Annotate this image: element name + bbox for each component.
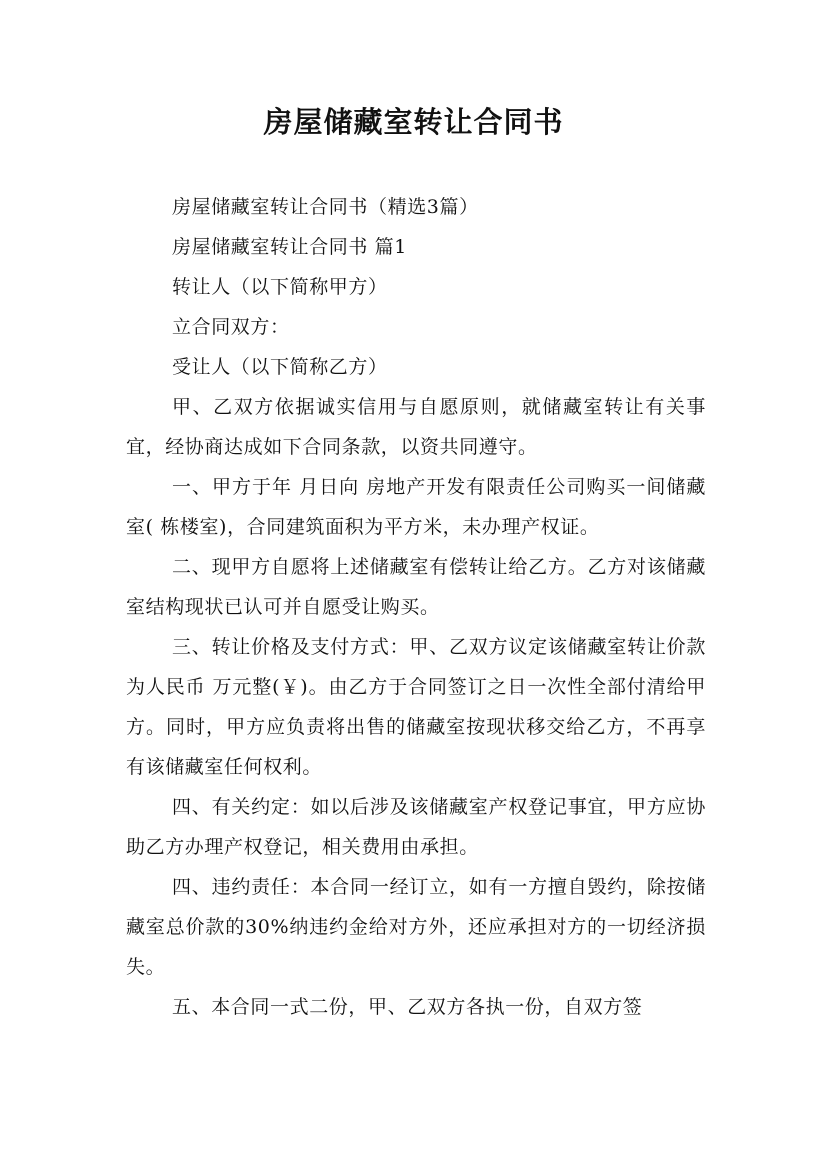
document-title: 房屋储藏室转让合同书 <box>263 105 564 139</box>
clause-1: 一、甲方于年 月日向 房地产开发有限责任公司购买一间储藏室( 栋楼室)，合同建筑面积为平方米，未办理产权证。 <box>126 476 706 538</box>
clause-2: 二、现甲方自愿将上述储藏室有偿转让给乙方。乙方对该储藏室结构现状已认可并自愿受让购买。 <box>126 556 706 618</box>
paragraph-preamble: 甲、乙双方依据诚实信用与自愿原则，就储藏室转让有关事宜，经协商达成如下合同条款，以资共同遵守。 <box>126 396 706 458</box>
paragraph-parties: 立合同双方： <box>172 316 290 338</box>
paragraph-transferor: 转让人（以下简称甲方） <box>172 276 388 298</box>
clause-3: 三、转让价格及支付方式：甲、乙双方议定该储藏室转让价款为人民币 万元整(￥)。由乙方于合同签订之日一次性全部付清给甲方。同时，甲方应负责将出售的储藏室按现状移交给乙方，不再享有该储藏室任何权利。 <box>126 636 706 778</box>
paragraph-heading-part-1: 房屋储藏室转让合同书 篇1 <box>172 236 407 258</box>
clause-4-agreement: 四、有关约定：如以后涉及该储藏室产权登记事宜，甲方应协助乙方办理产权登记，相关费用由承担。 <box>126 796 706 858</box>
clause-5: 五、本合同一式二份，甲、乙双方各执一份，自双方签 <box>172 996 643 1018</box>
clause-4-liability: 四、违约责任：本合同一经订立，如有一方擅自毁约，除按储藏室总价款的30%纳违约金给对方外，还应承担对方的一切经济损失。 <box>126 876 706 978</box>
document-body <box>126 187 706 1027</box>
paragraph-heading-collection: 房屋储藏室转让合同书（精选3篇） <box>172 196 479 218</box>
paragraph-transferee: 受让人（以下简称乙方） <box>172 356 388 378</box>
